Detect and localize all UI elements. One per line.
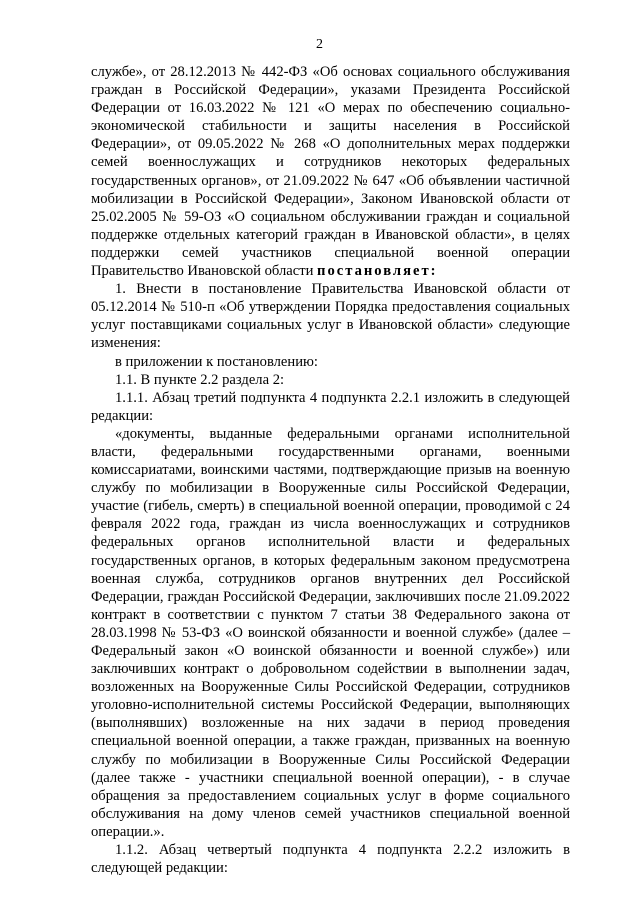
paragraph-item-1-1: 1.1. В пункте 2.2 раздела 2: — [115, 371, 285, 388]
paragraph-item-1-1-1: 1.1.1. Абзац третий подпункта 4 подпункта 2.2.1 изложить в следующей редакции: — [91, 389, 570, 424]
paragraph-item-1-1-2: 1.1.2. Абзац четвертый подпункта 4 подпункта 2.2.2 изложить в следующей редакции: — [91, 842, 570, 877]
resolves-keyword: постановляет: — [317, 263, 438, 280]
preamble-text: службе», от 28.12.2013 № 442-ФЗ «Об основах социального обслуживания граждан в Российской Федерации», указами Президента Российской Федерации от 16.03.2022 № 121 «О мерах по обеспечению социально-экономической стабильности и защиты населения в Российской Федерации», от 09.05.2022 № 268 «О дополнительных мерах поддержки семей военнослужащих и сотрудников некоторых федеральных государственных органов», от 21.09.2022 № 647 «Об объявлении частичной мобилизации в Российской Федерации», Законом Ивановской области от 25.02.2005 № 59-ОЗ «О социальном обслуживании граждан и социальной поддержке отдельных категорий граждан в Ивановской области», в целях поддержки семей участников специальной военной операции Правительство Ивановской области — [91, 64, 570, 280]
document-body — [91, 63, 570, 877]
paragraph-item-1: 1. Внести в постановление Правительства Ивановской области от 05.12.2014 № 510-п «Об утверждении Порядка предоставления социальных услуг поставщиками социальных услуг в Ивановской области» следующие изменения: — [91, 281, 570, 352]
paragraph-quoted-text: «документы, выданные федеральными органами исполнительной власти, федеральными государственными органами, военными комиссариатами, воинскими частями, подтверждающие призыв на военную службу по мобилизации в Вооруженные силы Российской Федерации, участие (гибель, смерть) в специальной военной операции, проводимой с 24 февраля 2022 года, граждан из числа военнослужащих и сотрудников федеральных органов исполнительной власти и федеральных государственных органов, в которых федеральным законом предусмотрена военная служба, сотрудников органов внутренних дел Российской Федерации, граждан Российской Федерации, заключивших после 21.09.2022 контракт в соответствии с пунктом 7 статьи 38 Федерального закона от 28.03.1998 № 53-ФЗ «О воинской обязанности и военной службе» (далее – Федеральный закон «О воинской обязанности и военной службе») или заключивших контракт о добровольном содействии в выполнении задач, возложенных на Вооруженные Силы Российской Федерации, сотрудников уголовно-исполнительной системы Российской Федерации, выполняющих (выполнявших) возложенные на них задачи в период проведения специальной военной операции, а также граждан, призванных на военную службу по мобилизации в Вооруженные Силы Российской Федерации (далее также - участники специальной военной операции), - в случае обращения за предоставлением социальных услуг в форме социального обслуживания на дому членов семей участников специальной военной операции.». — [91, 425, 570, 840]
page-number: 2 — [316, 37, 323, 52]
paragraph-in-appendix: в приложении к постановлению: — [115, 353, 318, 370]
paragraph-preamble — [91, 63, 570, 280]
